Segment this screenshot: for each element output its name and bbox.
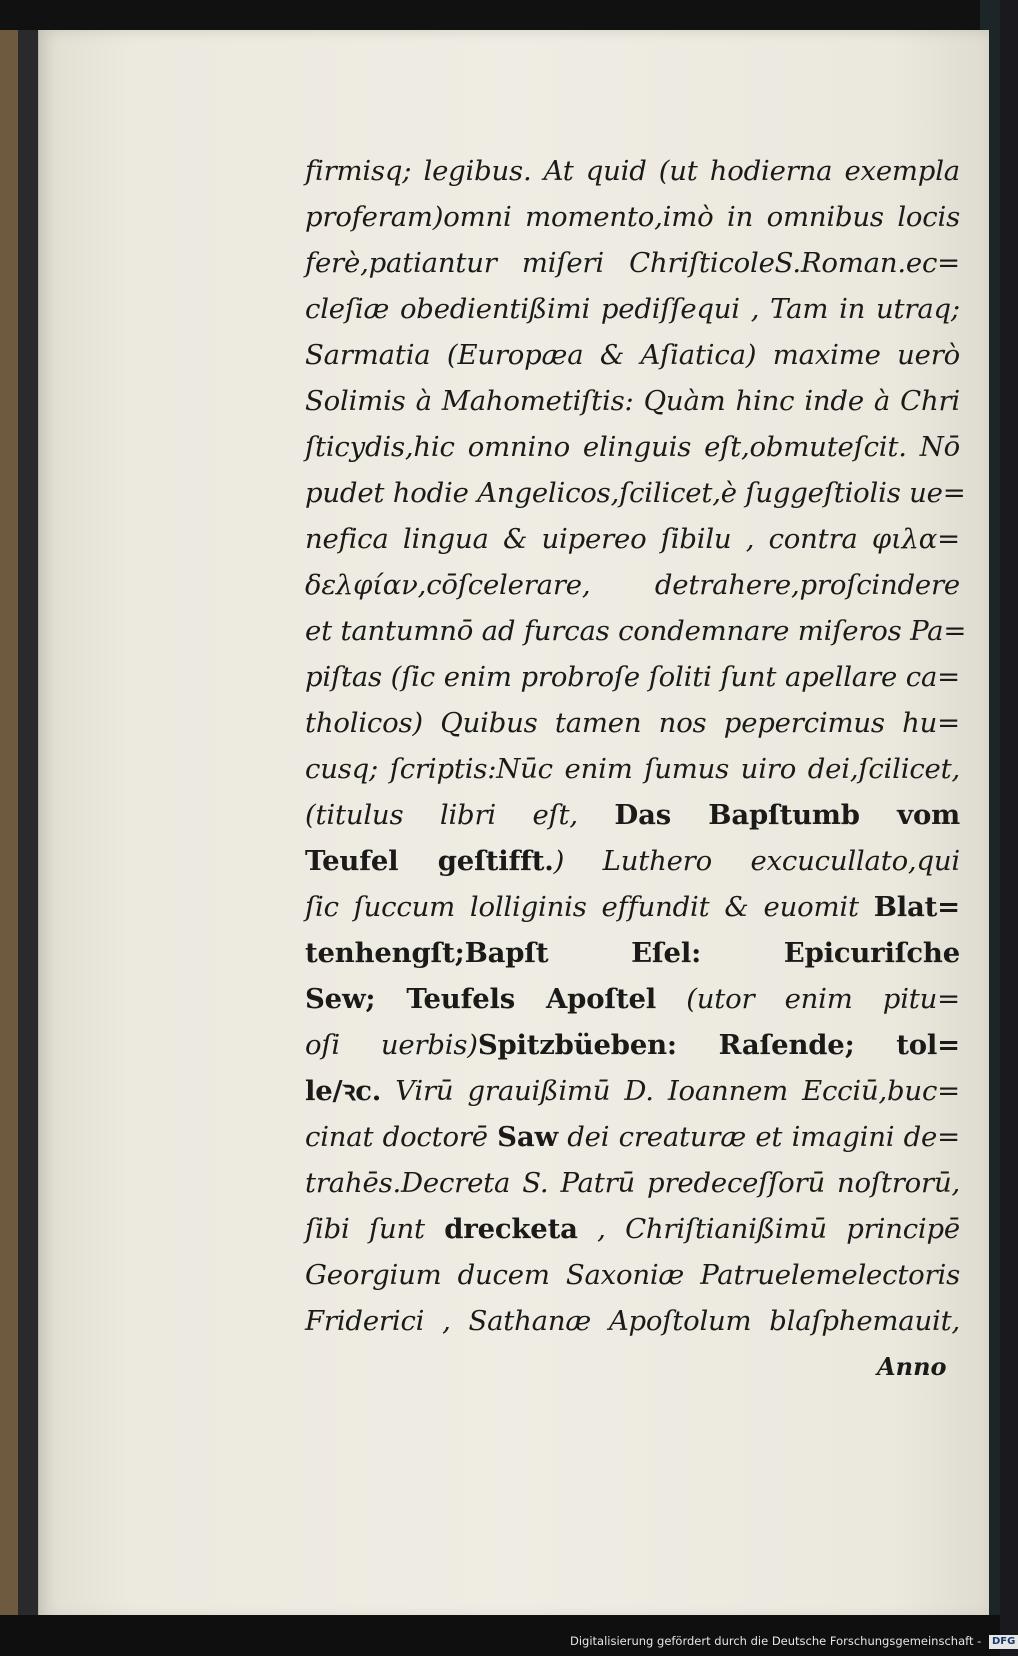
text-line xyxy=(305,1206,960,1252)
text-line xyxy=(305,516,960,562)
text-line xyxy=(305,1114,960,1160)
dfg-logo: DFG xyxy=(989,1635,1018,1649)
scan-top-edge xyxy=(0,0,1000,34)
text-line xyxy=(305,746,960,792)
text-line xyxy=(305,1068,960,1114)
roman-segment: cleſiæ obedientißimi pediſſequi , Tam in utraq; xyxy=(305,293,960,325)
text-line xyxy=(305,470,966,516)
roman-segment: et tantumnō ad furcas condemnare miſeros Pa= xyxy=(305,615,967,647)
roman-segment: δελφίαν,cōſcelerare, detrahere,proſcindere xyxy=(305,569,960,601)
roman-segment: ſibi ſunt xyxy=(305,1213,445,1245)
roman-segment: Sarmatia (Europæa & Aſiatica) maxime uerò xyxy=(305,339,960,371)
text-line xyxy=(305,792,960,838)
text-line xyxy=(305,930,960,976)
text-line xyxy=(305,838,960,884)
text-line xyxy=(305,1252,960,1298)
credit-text: Digitalisierung gefördert durch die Deutsche Forschungsgemeinschaft - xyxy=(570,1634,982,1648)
text-line xyxy=(305,976,960,1022)
roman-segment: , Chriſtianißimū principē xyxy=(577,1213,960,1245)
blackletter-segment: drecketa xyxy=(444,1213,578,1245)
roman-segment: (utor enim pitu= xyxy=(656,983,961,1015)
blackletter-segment: Saw xyxy=(497,1121,558,1153)
roman-segment: firmisq; legibus. At quid (ut hodierna exempla xyxy=(305,155,960,187)
roman-segment: dei creaturæ et imagini de= xyxy=(557,1121,960,1153)
roman-segment: Georgium ducem Saxoniæ Patruelemelectoris xyxy=(305,1259,960,1291)
roman-segment: Friderici , Sathanæ Apoſtolum blaſphemauit, xyxy=(305,1305,960,1337)
text-line xyxy=(305,332,960,378)
blackletter-segment: Teufel geſtifft. xyxy=(305,845,554,877)
book-cover-spine-edge xyxy=(0,30,18,1620)
text-line xyxy=(305,562,960,608)
page-text-block xyxy=(305,148,967,1344)
text-line xyxy=(305,240,960,286)
roman-segment: cusq; ſcriptis:Nūc enim ſumus uiro dei,ſcilicet, xyxy=(305,753,960,785)
roman-segment: nefica lingua & uipereo ſibilu , contra φιλα= xyxy=(305,523,960,555)
roman-segment: ferè,patiantur miſeri ChriſticoleS.Roman.ec= xyxy=(305,247,960,279)
text-line xyxy=(305,286,960,332)
roman-segment: trahēs.Decreta S. Patrū predeceſſorū noſtrorū, xyxy=(305,1167,960,1199)
roman-segment: pudet hodie Angelicos,ſcilicet,è ſuggeſtiolis ue= xyxy=(305,477,966,509)
roman-segment: ) Luthero excucullato,qui xyxy=(553,845,960,877)
roman-segment: proferam)omni momento,imò in omnibus locis xyxy=(305,201,960,233)
text-line xyxy=(305,700,960,746)
blackletter-segment: Spitzbüeben: Raſende; tol= xyxy=(477,1029,960,1061)
blackletter-segment: Sew; Teufels Apoſtel xyxy=(305,983,657,1015)
roman-segment: tholicos) Quibus tamen nos pepercimus hu= xyxy=(305,707,960,739)
blackletter-segment: tenhengſt;Bapſt Eſel: Epicuriſche xyxy=(305,937,960,969)
text-line xyxy=(305,654,960,700)
roman-segment: ſic ſuccum lolliginis effundit & euomit xyxy=(305,891,874,923)
catchword: Anno xyxy=(877,1352,947,1381)
text-line xyxy=(305,884,960,930)
roman-segment: cinat doctorē xyxy=(305,1121,498,1153)
blackletter-segment: Blat= xyxy=(873,891,960,923)
blackletter-segment: le/ꝛc. xyxy=(305,1075,382,1107)
roman-segment: ſticydis,hic omnino elinguis eſt,obmuteſcit. Nō xyxy=(305,431,960,463)
text-line xyxy=(305,1160,960,1206)
text-line xyxy=(305,148,960,194)
text-line xyxy=(305,378,960,424)
text-line xyxy=(305,1298,960,1344)
roman-segment: piſtas (ſic enim probroſe ſoliti ſunt apellare ca= xyxy=(305,661,960,693)
roman-segment: Solimis à Mahometiſtis: Quàm hinc inde à Chri xyxy=(305,385,960,417)
text-line xyxy=(305,194,960,240)
roman-segment: Virū grauißimū D. Ioannem Ecciū,buc= xyxy=(381,1075,960,1107)
roman-segment: (titulus libri eſt, xyxy=(305,799,615,831)
roman-segment: oſi uerbis) xyxy=(305,1029,478,1061)
digitization-credit xyxy=(570,1631,1018,1651)
text-line xyxy=(305,1022,960,1068)
text-line xyxy=(305,424,960,470)
text-line xyxy=(305,608,967,654)
blackletter-segment: Das Bapſtumb vom xyxy=(614,799,960,831)
